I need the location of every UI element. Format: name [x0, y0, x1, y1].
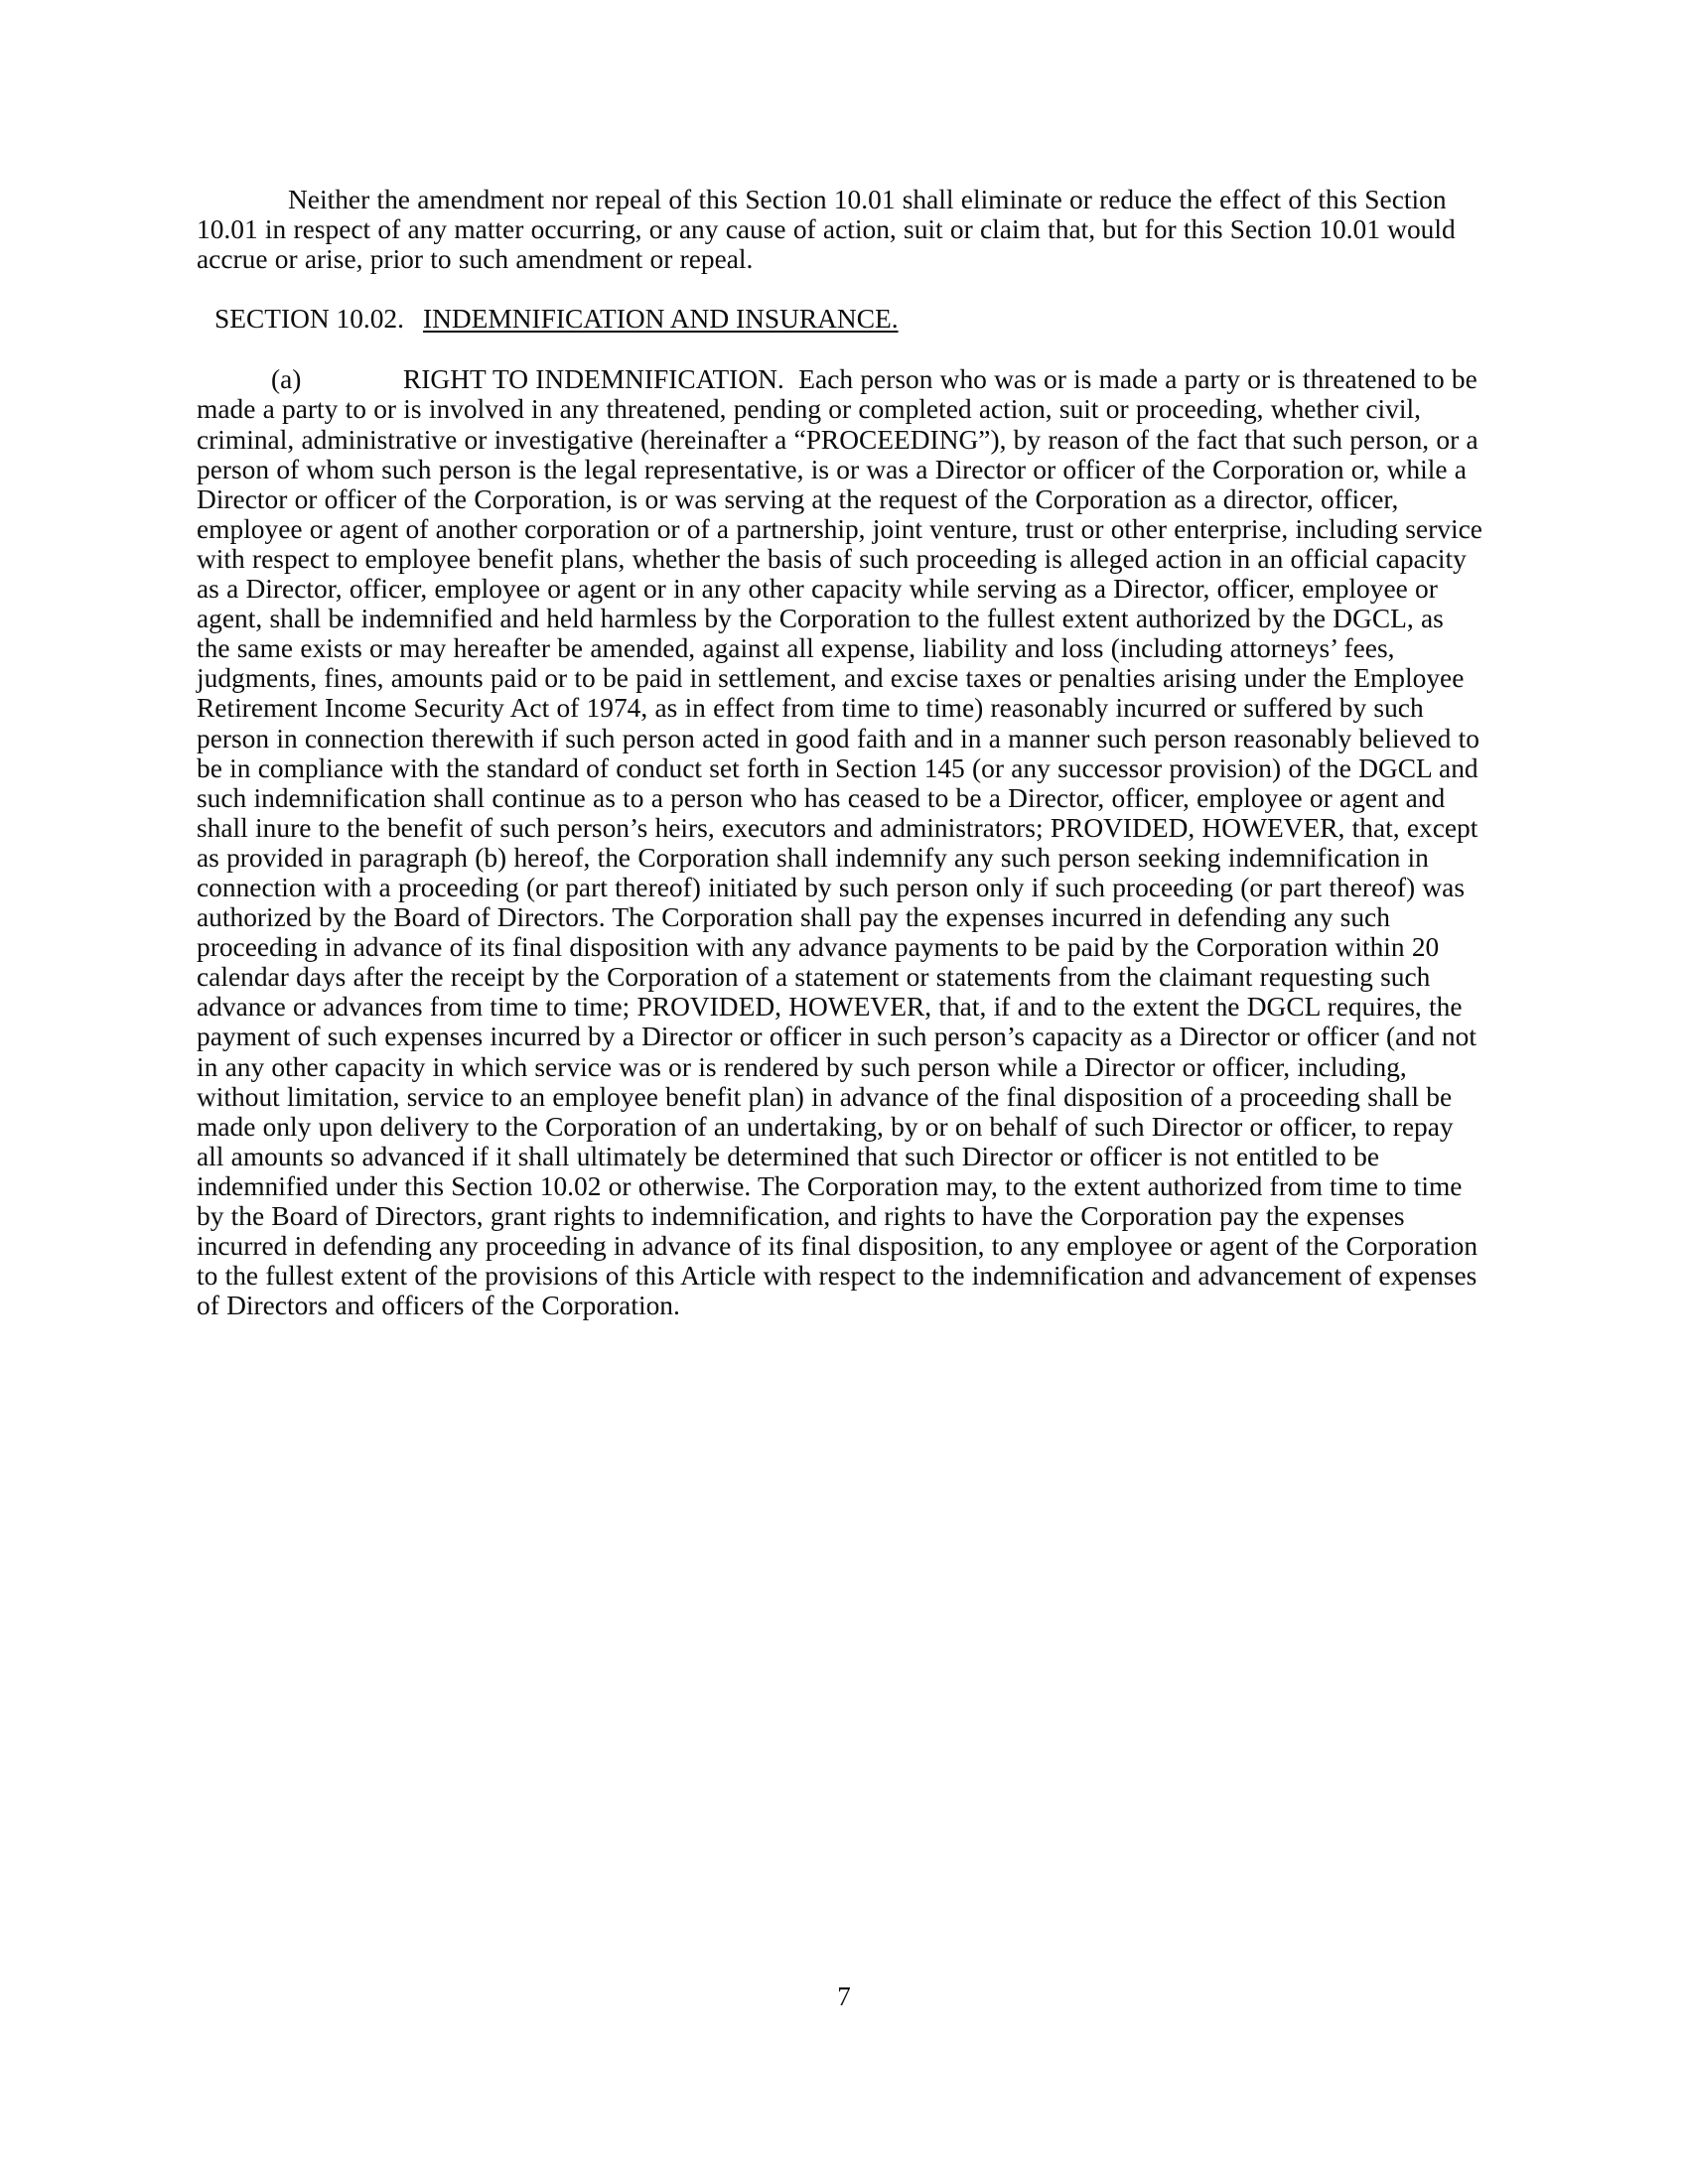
- heading-spacer: [197, 334, 1483, 364]
- page-number: 7: [837, 1981, 851, 2011]
- subsection-marker-a: (a): [271, 364, 302, 395]
- paragraph-subsection-a: [197, 364, 1483, 1320]
- subsection-caption: RIGHT TO INDEMNIFICATION.: [403, 364, 784, 395]
- paragraph-amendment-repeal: Neither the amendment nor repeal of this Section 10.01 shall eliminate or reduce the effect of this Section 10.01 in respect of any matter occurring, or any cause of action, suit or claim that, but for this Section 10.01 would accrue or arise, prior to such amendment or repeal.: [197, 185, 1456, 275]
- section-heading-label: SECTION 10.02.: [214, 304, 404, 335]
- document-body: [197, 185, 1483, 1320]
- subsection-a-text: Each person who was or is made a party or is threatened to be made a party to or is involved in any threatened, pending or completed action, suit or proceeding, whether civil, criminal, administrative or investigative (hereinafter a “PROCEEDING”), by reason of the fact that such person, or a person of whom such person is the legal representative, is or was a Director or officer of the Corporation or, while a Director or officer of the Corporation, is or was serving at the request of the Corporation as a director, officer, employee or agent of another corporation or of a partnership, joint venture, trust or other enterprise, including service with respect to employee benefit plans, whether the basis of such proceeding is alleged action in an official capacity as a Director, officer, employee or agent or in any other capacity while serving as a Director, officer, employee or agent, shall be indemnified and held harmless by the Corporation to the fullest extent authorized by the DGCL, as the same exists or may hereafter be amended, against all expense, liability and loss (including attorneys’ fees, judgments, fines, amounts paid or to be paid in settlement, and excise taxes or penalties arising under the Employee Retirement Income Security Act of 1974, as in effect from time to time) reasonably incurred or suffered by such person in connection therewith if such person acted in good faith and in a manner such person reasonably believed to be in compliance with the standard of conduct set forth in Section 145 (or any successor provision) of the DGCL and such indemnification shall continue as to a person who has ceased to be a Director, officer, employee or agent and shall inure to the benefit of such person’s heirs, executors and administrators; PROVIDED, HOWEVER, that, except as provided in paragraph (b) hereof, the Corporation shall indemnify any such person seeking indemnification in connection with a proceeding (or part thereof) initiated by such person only if such proceeding (or part thereof) was authorized by the Board of Directors. The Corporation shall pay the expenses incurred in defending any such proceeding in advance of its final disposition with any advance payments to be paid by the Corporation within 20 calendar days after the receipt by the Corporation of a statement or statements from the claimant requesting such advance or advances from time to time; PROVIDED, HOWEVER, that, if and to the extent the DGCL requires, the payment of such expenses incurred by a Director or officer in such person’s capacity as a Director or officer (and not in any other capacity in which service was or is rendered by such person while a Director or officer, including, without limitation, service to an employee benefit plan) in advance of the final disposition of a proceeding shall be made only upon delivery to the Corporation of an undertaking, by or on behalf of such Director or officer, to repay all amounts so advanced if it shall ultimately be determined that such Director or officer is not entitled to be indemnified under this Section 10.02 or otherwise. The Corporation may, to the extent authorized from time to time by the Board of Directors, grant rights to indemnification, and rights to have the Corporation pay the expenses incurred in defending any proceeding in advance of its final disposition, to any employee or agent of the Corporation to the fullest extent of the provisions of this Article with respect to the indemnification and advancement of expenses of Directors and officers of the Corporation.: [197, 364, 1482, 1321]
- paragraph-spacer: [197, 274, 1483, 304]
- section-heading-title: INDEMNIFICATION AND INSURANCE.: [422, 304, 899, 335]
- section-heading-10-02: [197, 304, 1483, 334]
